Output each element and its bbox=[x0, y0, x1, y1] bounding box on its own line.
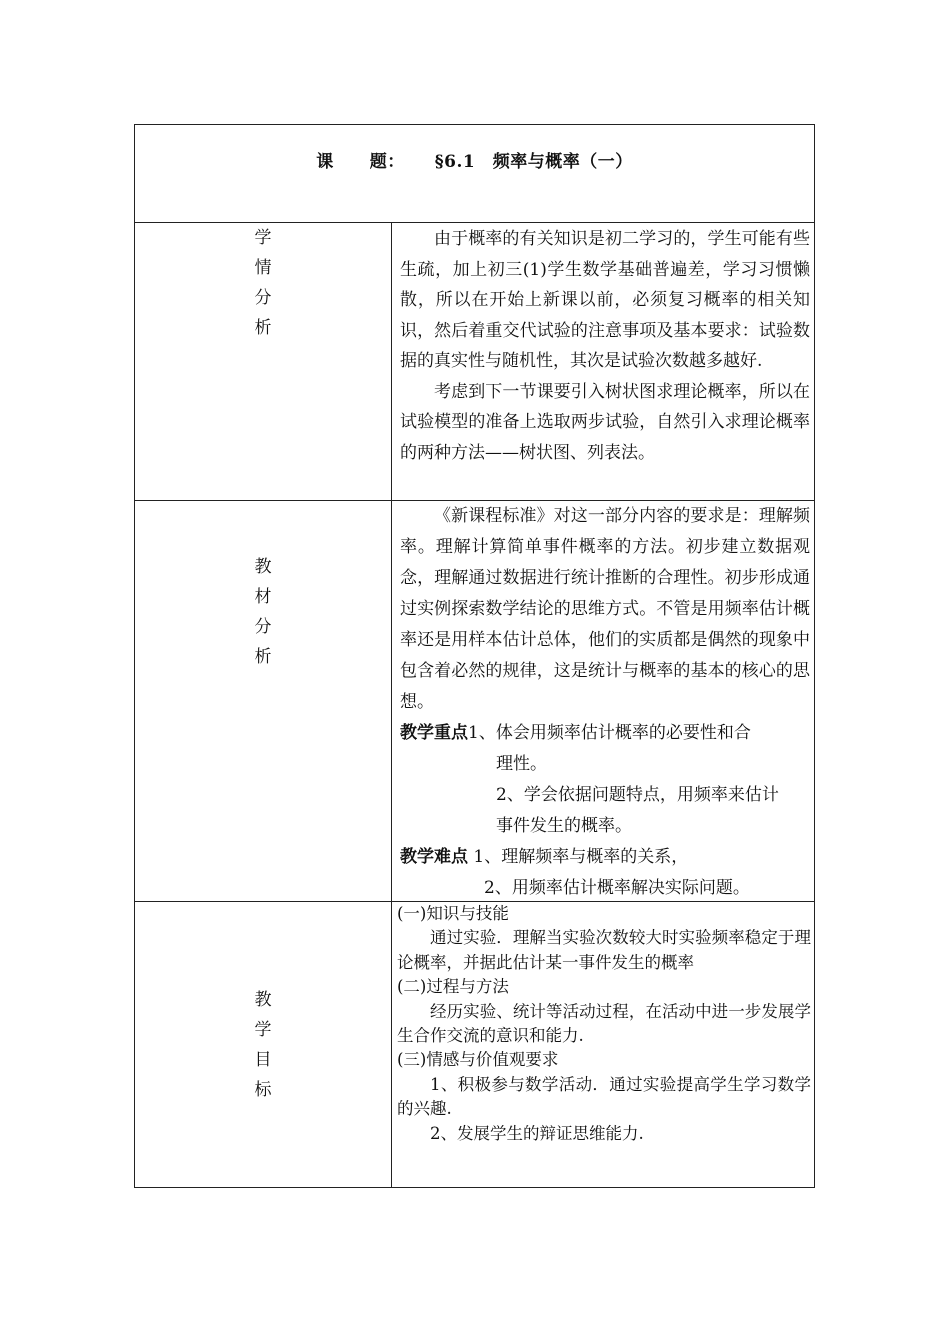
key-points-line-1 bbox=[400, 718, 810, 749]
key-point-1b: 理性。 bbox=[496, 754, 547, 774]
row-label-jiaocai bbox=[135, 552, 391, 672]
label-char: 分 bbox=[254, 617, 272, 637]
goal-text-4: 2、发展学生的辩证思维能力. bbox=[430, 1123, 644, 1143]
label-char: 学 bbox=[254, 1020, 272, 1040]
row-label-xueqing bbox=[135, 223, 391, 343]
row-content-xueqing bbox=[400, 224, 810, 468]
title-label-1: 课 bbox=[316, 152, 334, 172]
column-divider bbox=[391, 222, 392, 1188]
difficult-points-label: 教学难点 bbox=[400, 847, 468, 867]
lesson-plan-table bbox=[134, 124, 815, 1188]
row-label-mubiao bbox=[135, 985, 391, 1105]
label-char: 情 bbox=[254, 258, 272, 278]
goal-heading-3: (三)情感与价值观要求 bbox=[397, 1050, 559, 1070]
goal-text-3: 1、积极参与数学活动．通过实验提高学生学习数学的兴趣. bbox=[397, 1074, 811, 1119]
xueqing-paragraph-2: 考虑到下一节课要引入树状图求理论概率，所以在试验模型的准备上选取两步试验，自然引入求理论概率的两种方法——树状图、列表法。 bbox=[400, 381, 810, 463]
difficult-point-2: 2、用频率估计概率解决实际问题。 bbox=[484, 878, 750, 898]
difficult-points-line-1 bbox=[400, 842, 810, 873]
key-point-2b: 事件发生的概率。 bbox=[496, 816, 632, 836]
key-point-1a: 1、体会用频率估计概率的必要性和合 bbox=[468, 723, 751, 743]
label-char: 材 bbox=[254, 587, 272, 607]
key-points-label: 教学重点 bbox=[400, 723, 468, 743]
xueqing-paragraph-1: 由于概率的有关知识是初二学习的，学生可能有些生疏，加上初三(1)学生数学基础普遍差，学习习惯懒散，所以在开始上新课以前，必须复习概率的相关知识，然后着重交代试验的注意事项及基本要求：试验数据的真实性与随机性，其次是试验次数越多越好. bbox=[400, 229, 810, 371]
label-char: 教 bbox=[254, 990, 272, 1010]
jiaocai-paragraph: 《新课程标准》对这一部分内容的要求是：理解频率。理解计算简单事件概率的方法。初步建立数据观念，理解通过数据进行统计推断的合理性。初步形成通过实例探索数学结论的思维方式。不管是用频率估计概率还是用样本估计总体，他们的实质都是偶然的现象中包含着必然的规律，这是统计与概率的基本的核心的思想。 bbox=[400, 506, 810, 712]
difficult-point-1: 1、理解频率与概率的关系， bbox=[473, 847, 689, 867]
goal-heading-2: (二)过程与方法 bbox=[397, 977, 509, 997]
goal-heading-1: (一)知识与技能 bbox=[397, 904, 509, 923]
title-label-2: 题： bbox=[369, 152, 405, 172]
label-char: 教 bbox=[254, 557, 272, 577]
label-char: 目 bbox=[254, 1050, 272, 1070]
goal-text-2: 经历实验、统计等活动过程，在活动中进一步发展学生合作交流的意识和能力. bbox=[397, 1001, 811, 1046]
key-point-2a: 2、学会依据问题特点，用频率来估计 bbox=[496, 785, 779, 805]
label-char: 分 bbox=[254, 288, 272, 308]
lesson-title bbox=[135, 147, 814, 172]
label-char: 析 bbox=[254, 647, 272, 667]
row-content-mubiao bbox=[397, 902, 811, 1146]
label-char: 析 bbox=[254, 318, 272, 338]
row-content-jiaocai bbox=[400, 501, 810, 904]
goal-text-1: 通过实验．理解当实验次数较大时实验频率稳定于理论概率，并据此估计某一事件发生的概率 bbox=[397, 928, 811, 972]
label-char: 学 bbox=[254, 228, 272, 248]
label-char: 标 bbox=[254, 1080, 272, 1100]
title-text: §6.1 频率与概率（一） bbox=[434, 152, 633, 172]
